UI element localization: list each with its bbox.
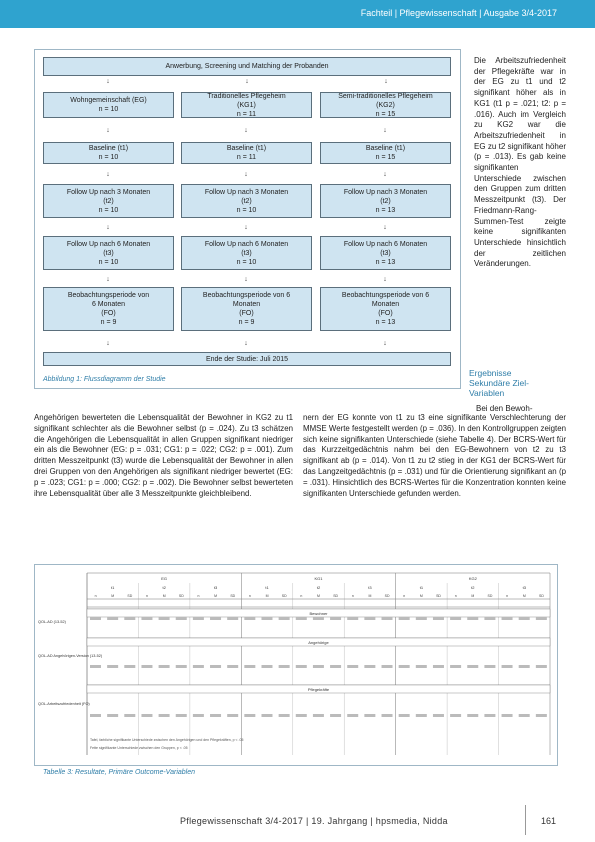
table-data-cell xyxy=(296,617,307,620)
table-row-label: QOL-AD Angehörigen-Version (13-52) xyxy=(38,654,103,658)
header-bar xyxy=(0,0,595,28)
table-data-cell xyxy=(244,714,255,717)
table-stat-header: SD xyxy=(384,594,390,598)
table-data-cell xyxy=(193,665,204,668)
table-time-header: t2 xyxy=(162,585,166,590)
flow-arrow: ↓ xyxy=(383,340,387,347)
flow-box-line: Follow Up nach 3 Monaten xyxy=(343,188,428,196)
header-text: Fachteil | Pflegewissenschaft | Ausgabe 3/4-2017 xyxy=(360,8,557,18)
table-time-header: t2 xyxy=(316,585,321,590)
flow-arrow: ↓ xyxy=(106,276,110,283)
flow-arrow: ↓ xyxy=(106,340,110,347)
table-section-label: Bewohner xyxy=(309,611,328,616)
table-group-header: EG xyxy=(161,576,168,581)
table-data-cell xyxy=(382,714,393,717)
flow-box-line: Monaten xyxy=(371,301,400,308)
flow-box xyxy=(320,184,451,218)
table-data-cell xyxy=(176,665,187,668)
table-row-label: QOL-Arbeitszufriedenheit (FO) xyxy=(38,702,90,706)
table-data-cell xyxy=(279,665,290,668)
table-data-cell xyxy=(107,665,118,668)
flow-box-line: n = 10 xyxy=(236,206,257,214)
table-data-cell xyxy=(399,714,410,717)
flow-box-line: n = 13 xyxy=(375,206,396,214)
flow-box xyxy=(43,287,174,331)
table-stat-header: n xyxy=(300,594,303,598)
table-data-cell xyxy=(484,617,495,620)
flow-box xyxy=(181,142,312,164)
flow-arrow: ↓ xyxy=(106,224,110,231)
footer-text: Pflegewissenschaft 3/4-2017 | 19. Jahrgang | hpsmedia, Nidda xyxy=(180,816,448,826)
flow-box xyxy=(181,92,312,118)
table-data-cell xyxy=(347,665,358,668)
table-data-cell xyxy=(484,714,495,717)
table-data-cell xyxy=(502,714,513,717)
table-stat-header: SD xyxy=(178,594,184,598)
flow-arrow: ↓ xyxy=(244,276,248,283)
flow-arrow: ↓ xyxy=(244,171,248,178)
flow-box-line: n = 15 xyxy=(375,154,396,161)
table-group-header: KG1 xyxy=(314,576,323,581)
table-data-cell xyxy=(330,714,341,717)
flow-box-line: Baseline (t1) xyxy=(88,145,129,152)
table-data-cell xyxy=(227,665,238,668)
table-data-cell xyxy=(296,714,307,717)
table-data-cell xyxy=(210,665,221,668)
flow-box-line: (FO) xyxy=(239,310,254,317)
heading-line: Sekundäre Ziel- xyxy=(469,378,530,388)
flow-box-line: (t3) xyxy=(380,249,391,257)
flow-box xyxy=(181,184,312,218)
table-data-cell xyxy=(261,714,272,717)
flow-bottom-label: Ende der Studie: Juli 2015 xyxy=(205,355,289,363)
table-data-cell xyxy=(382,665,393,668)
flow-box xyxy=(320,236,451,270)
flow-top-label: Anwerbung, Screening und Matching der Probanden xyxy=(165,63,329,70)
flow-arrow: ↓ xyxy=(245,78,249,85)
table-data-cell xyxy=(502,665,513,668)
flow-box-line: Semi-traditionelles Pflegeheim xyxy=(338,92,433,100)
right-column-paragraph: Die Arbeitszufriedenheit der Pflegekräfte war in der EG zu t1 und t2 signifikant höher als in KG1 (t1 p = .021; t2: p = .016). Auch im Vergleich zu KG2 war die Arbeitszufriedenheit in EG zu t2 signifikant höher (p = .013). Es gab keine signifikanten Unterschiede zwischen den Gruppen zum dritten Messzeitpunkt (t3). Der Friedmann-Rang-Summen-Test zeigte keine signifikanten Unterschiede hinsichtlich der zeitlichen Veränderungen. xyxy=(474,56,566,269)
flow-box-line: (t3) xyxy=(103,249,114,257)
table-data-cell xyxy=(433,617,444,620)
flow-box-line: (t3) xyxy=(241,249,252,257)
flow-top-box xyxy=(43,57,451,76)
table-data-cell xyxy=(296,665,307,668)
body-column-1: Angehörigen bewerteten die Lebensqualität der Bewohner in KG2 zu t1 signifikant schlechter als die Bewohner selbst (p = .024). Zu t3 schätzen die Angehörigen die Lebensqualität in allen Gruppen signifikant niedriger ein als die Bewohner (EG: p = .031; CG1: p = .022; CG2: p = .001). Zum dritten Messzeitpunkt (t3) wurde die Lebensqualität der Bewohner in allen drei Gruppen von den Angehörigen als signifikant niedriger bewertet (EG: p = .023; CG1: p = .000; CG2: p = .002). Die Bewohner selbst bewerteten ihre Lebensqualität über alle 3 Messzeitpunkte gleichbleibend. xyxy=(34,413,293,498)
flow-box-line: n = 9 xyxy=(100,319,117,326)
table-data-cell xyxy=(141,714,152,717)
table-data-cell xyxy=(536,617,547,620)
flow-arrow: ↓ xyxy=(244,127,248,134)
table-data-cell xyxy=(364,617,375,620)
flow-box-line: Traditionelles Pflegeheim xyxy=(207,92,286,100)
results-table xyxy=(34,564,558,776)
flow-box-line: (t2) xyxy=(380,197,391,205)
flow-box-line: Baseline (t1) xyxy=(365,145,406,152)
flow-box-line: Follow Up nach 3 Monaten xyxy=(66,188,151,196)
table-stat-header: n xyxy=(94,594,97,598)
table-data-cell xyxy=(141,665,152,668)
flow-bottom-box xyxy=(43,352,451,366)
table-data-cell xyxy=(90,665,101,668)
table-data-cell xyxy=(124,617,135,620)
table-stat-header: M xyxy=(317,594,320,598)
flow-box-line: (t2) xyxy=(103,197,114,205)
table-section-label: Pflegekräfte xyxy=(307,687,330,692)
table-data-cell xyxy=(399,665,410,668)
table-data-cell xyxy=(382,617,393,620)
table-data-cell xyxy=(261,617,272,620)
table-stat-header: M xyxy=(214,594,218,598)
table-stat-header: SD xyxy=(230,594,236,598)
table-data-cell xyxy=(364,714,375,717)
flow-arrow: ↓ xyxy=(106,127,110,134)
table-data-cell xyxy=(313,617,324,620)
flow-box-line: n = 11 xyxy=(236,110,257,118)
flow-box xyxy=(181,287,312,331)
table-time-header: t1 xyxy=(419,585,424,590)
table-data-cell xyxy=(467,665,478,668)
table-stat-header: SD xyxy=(487,594,493,598)
table-data-cell xyxy=(347,617,358,620)
table-data-cell xyxy=(536,714,547,717)
flow-box xyxy=(320,142,451,164)
table-data-cell xyxy=(107,714,118,717)
table-stat-header: n xyxy=(197,594,200,598)
table-data-cell xyxy=(244,665,255,668)
flow-box-line: Follow Up nach 3 Monaten xyxy=(204,188,289,196)
table-data-cell xyxy=(159,665,170,668)
heading-line: Ergebnisse xyxy=(469,368,512,378)
flow-arrow: ↓ xyxy=(106,78,110,85)
flow-box-line: n = 10 xyxy=(98,258,119,266)
table-time-header: t3 xyxy=(522,585,526,590)
table-stat-header: M xyxy=(368,594,372,598)
flow-box-line: (KG2) xyxy=(376,101,395,109)
table-stat-header: M xyxy=(419,594,423,598)
table-data-cell xyxy=(330,665,341,668)
flow-box xyxy=(43,236,174,270)
flow-arrow: ↓ xyxy=(383,224,387,231)
flow-box-line: n = 9 xyxy=(238,319,255,326)
right-column-paragraph-2: Bei den Bewoh- xyxy=(476,404,533,413)
flow-box-line: (t2) xyxy=(241,197,252,205)
table-stat-header: SD xyxy=(436,594,441,598)
table-time-header: t3 xyxy=(368,585,372,590)
page-number: 161 xyxy=(541,816,557,826)
table-data-cell xyxy=(450,665,461,668)
flow-arrow: ↓ xyxy=(244,340,248,347)
flow-box xyxy=(181,236,312,270)
table-data-cell xyxy=(210,617,221,620)
flow-box-line: Wohngemeinschaft (EG) xyxy=(70,97,147,104)
table-data-cell xyxy=(210,714,221,717)
flow-box xyxy=(43,142,174,164)
flow-arrow: ↓ xyxy=(384,78,388,85)
table-stat-header: M xyxy=(162,594,166,598)
table-data-cell xyxy=(279,714,290,717)
table-data-cell xyxy=(244,617,255,620)
table-data-cell xyxy=(467,617,478,620)
figure-caption: Abbildung 1: Flussdiagramm der Studie xyxy=(43,376,166,383)
table-data-cell xyxy=(261,665,272,668)
flow-box-line: n = 11 xyxy=(236,154,257,161)
flow-box xyxy=(43,92,174,118)
table-row-label: QOL-AD (13-52) xyxy=(38,620,66,624)
table-data-cell xyxy=(433,665,444,668)
flow-arrow: ↓ xyxy=(383,127,387,134)
flow-box-line: Beobachtungsperiode von xyxy=(67,292,150,299)
footer-divider xyxy=(525,805,526,835)
table-data-cell xyxy=(519,714,530,717)
table-data-cell xyxy=(176,617,187,620)
table-data-cell xyxy=(227,714,238,717)
table-data-cell xyxy=(519,617,530,620)
table-stat-header: n xyxy=(248,594,251,598)
table-data-cell xyxy=(433,714,444,717)
table-data-cell xyxy=(399,617,410,620)
flow-box-line: Baseline (t1) xyxy=(226,145,267,152)
table-stat-header: n xyxy=(506,594,509,598)
table-stat-header: SD xyxy=(333,594,339,598)
table-section-label: Angehörige xyxy=(308,640,329,645)
table-data-cell xyxy=(141,617,152,620)
flow-box xyxy=(320,287,451,331)
flow-arrow: ↓ xyxy=(106,171,110,178)
table-data-cell xyxy=(193,617,204,620)
table-time-header: t1 xyxy=(111,585,115,590)
table-time-header: t2 xyxy=(471,585,475,590)
table-stat-header: M xyxy=(265,594,269,598)
table-group-header: KG2 xyxy=(468,576,477,581)
flow-box xyxy=(43,184,174,218)
flow-arrow: ↓ xyxy=(244,224,248,231)
flow-box-line: n = 10 xyxy=(98,154,119,161)
table-stat-header: SD xyxy=(127,594,133,598)
flow-arrow: ↓ xyxy=(383,171,387,178)
table-note: Fette signifikante Unterschiede zwischen den Gruppen, p < .05 xyxy=(90,746,188,750)
table-stat-header: SD xyxy=(538,594,544,598)
table-data-cell xyxy=(176,714,187,717)
table-data-cell xyxy=(416,617,427,620)
table-stat-header: n xyxy=(146,594,148,598)
table-data-cell xyxy=(227,617,238,620)
table-data-cell xyxy=(313,665,324,668)
flow-box-line: Beobachtungsperiode von 6 xyxy=(202,292,291,299)
table-data-cell xyxy=(484,665,495,668)
results-table-grid xyxy=(35,565,557,765)
flow-diagram xyxy=(34,49,461,389)
table-stat-header: n xyxy=(351,594,354,598)
table-data-cell xyxy=(502,617,513,620)
flow-box-line: n = 15 xyxy=(375,110,396,118)
flow-box-line: (FO) xyxy=(101,310,116,317)
flow-box-line: Follow Up nach 6 Monaten xyxy=(66,240,151,248)
table-stat-header: M xyxy=(522,594,526,598)
table-caption: Tabelle 3: Resultate, Primäre Outcome-Variablen xyxy=(43,769,196,776)
flow-box-line: Beobachtungsperiode von 6 xyxy=(341,292,430,299)
table-stat-header: n xyxy=(403,594,406,598)
flow-box-line: 6 Monaten xyxy=(91,301,126,308)
table-data-cell xyxy=(193,714,204,717)
body-column-2: nern der EG konnte von t1 zu t3 eine signifikante Verschlechterung der MMSE Werte festgestellt werden (p = .036). In den Kontrollgruppen zeigten sich keine signifikanten Unterschiede (siehe Tabelle 4). Der BCRS-Wert für das Kurzzeitgedächtnis nahm bei den EG-Bewohnern von t2 zu t3 signifikant ab (p = .014). Von t1 zu t2 stieg in der KG1 der BCRS-Wert für das Langzeitgedächtnis (p = .031) und für die Orientierung signifikant an (p = .031). Hinsichtlich des BCRS-Wertes für die Konzentration konnten keine signifikanten Unterschiede gefunden werden. xyxy=(303,413,566,498)
table-data-cell xyxy=(159,714,170,717)
table-data-cell xyxy=(450,617,461,620)
flow-arrow: ↓ xyxy=(383,276,387,283)
table-data-cell xyxy=(159,617,170,620)
flow-box xyxy=(320,92,451,118)
table-data-cell xyxy=(467,714,478,717)
table-data-cell xyxy=(536,665,547,668)
flow-box-line: n = 13 xyxy=(375,258,396,266)
table-stat-header: n xyxy=(454,594,457,598)
table-time-header: t1 xyxy=(265,585,269,590)
table-data-cell xyxy=(107,617,118,620)
table-data-cell xyxy=(90,617,101,620)
table-data-cell xyxy=(416,714,427,717)
flow-box-line: n = 10 xyxy=(98,206,119,214)
flow-box-line: Follow Up nach 6 Monaten xyxy=(343,240,428,248)
table-stat-header: SD xyxy=(281,594,287,598)
flow-box-line: Follow Up nach 6 Monaten xyxy=(204,240,289,248)
table-stat-header: M xyxy=(471,594,475,598)
flow-box-line: Monaten xyxy=(232,301,261,308)
table-data-cell xyxy=(279,617,290,620)
table-time-header: t3 xyxy=(213,585,218,590)
section-heading xyxy=(469,368,529,398)
table-data-cell xyxy=(416,665,427,668)
table-data-cell xyxy=(519,665,530,668)
flow-box-line: (FO) xyxy=(378,310,393,317)
table-data-cell xyxy=(450,714,461,717)
table-data-cell xyxy=(90,714,101,717)
table-stat-header: M xyxy=(111,594,115,598)
table-data-cell xyxy=(313,714,324,717)
table-data-cell xyxy=(124,665,135,668)
table-data-cell xyxy=(330,617,341,620)
table-data-cell xyxy=(364,665,375,668)
flow-box-line: (KG1) xyxy=(237,101,256,109)
flow-box-line: n = 10 xyxy=(98,106,119,113)
table-data-cell xyxy=(124,714,135,717)
table-note: Tafel, farbliche signifikante Unterschiede zwischen den Angehörigen und den Pflegekräften, p < .05 xyxy=(90,738,244,742)
flow-box-line: n = 13 xyxy=(375,319,396,326)
heading-line: Variablen xyxy=(469,388,505,398)
table-data-cell xyxy=(347,714,358,717)
flow-box-line: n = 10 xyxy=(236,258,257,266)
